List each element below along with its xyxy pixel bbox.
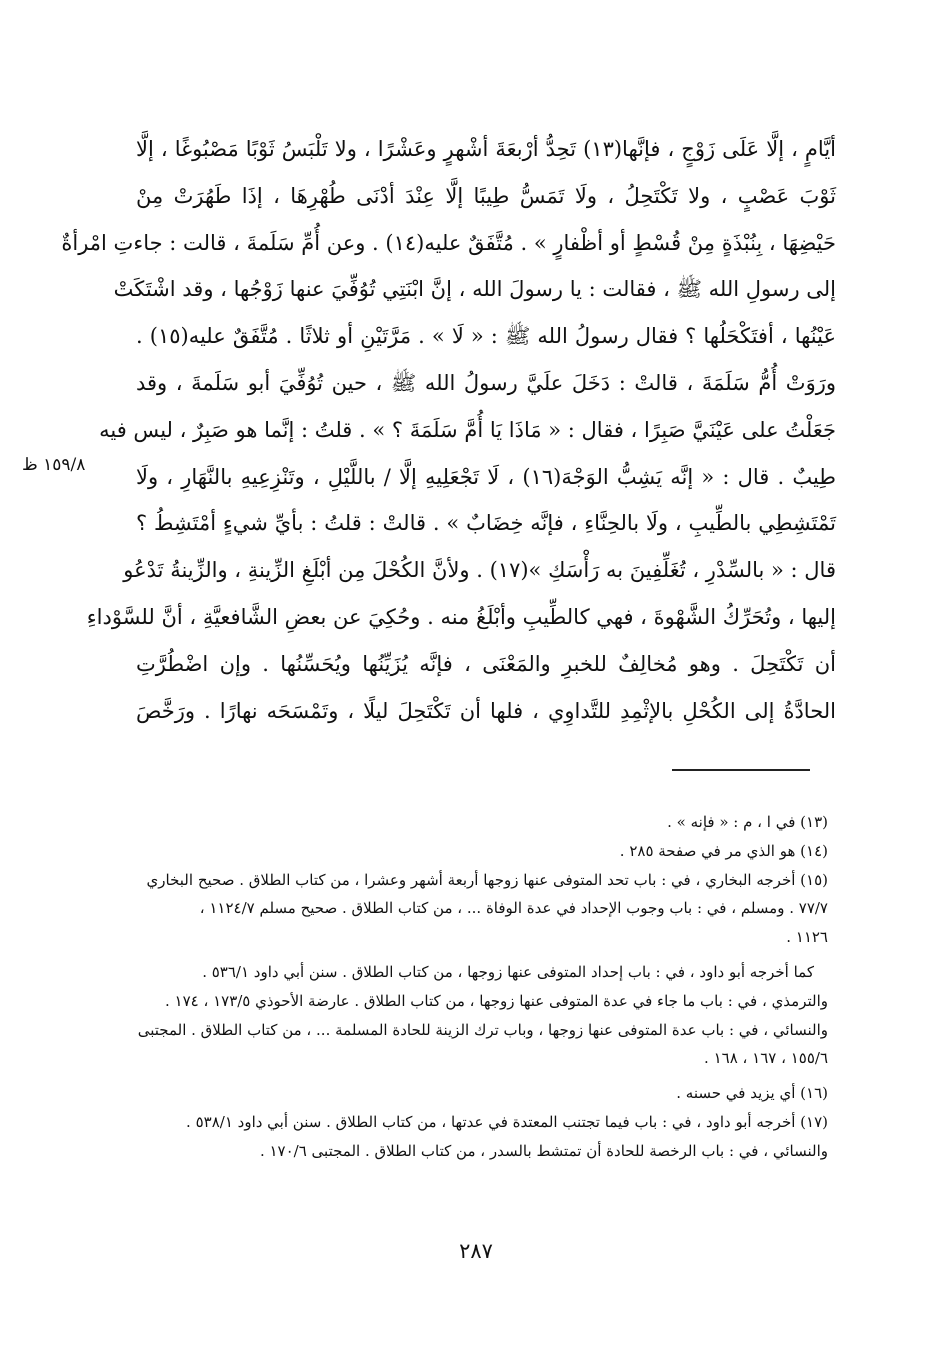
footnote-line: ١٥٥/٦ ، ١٦٧ ، ١٦٨ . xyxy=(704,1049,828,1068)
manuscript-folio-marker: ١٥٩/٨ ظ xyxy=(22,455,86,475)
main-text-body xyxy=(61,126,837,734)
text-line: ورَوَتْ أُمُّ سَلَمَةَ ، قالتْ : دَخَلَ علَيَّ رسولُ الله ﷺ ، حين تُوُفِّيَ أبو سَلَمةَ ، وقد xyxy=(136,370,836,395)
text-line: تَمْتَشِطِي بالطِّيبِ ، ولَا بالحِنَّاءِ ، فإنَّه خِضَابٌ » . قالتْ : قلتُ : بأيِّ شيءٍ أمْتَشِطُ ؟ xyxy=(136,511,836,536)
footnote-line: (١٦) أي يزيد في حسنه . xyxy=(676,1084,828,1103)
text-line: أن تَكْتَحِلَ . وهو مُخالِفٌ للخبرِ والمَعْنَى ، فإنَّه يُزَيِّنُها ويُحَسِّنُها . وإن اضْطُرَّتِ xyxy=(136,651,836,676)
footnote-line: (١٤) هو الذي مر في صفحة ٢٨٥ . xyxy=(619,841,828,860)
footnote-line: والنسائي ، في : باب عدة المتوفى عنها زوجها ، وباب ترك الزينة للحادة المسلمة ... ، من كتاب الطلاق . المجتبى xyxy=(137,1020,828,1039)
footnote-line: كما أخرجه أبو داود ، في : باب إحداد المتوفى عنها زوجها ، من كتاب الطلاق . سنن أبي داود ٥٣٦/١ . xyxy=(202,962,814,981)
footnote-separator xyxy=(672,769,810,771)
footnote-line: (١٣) في ا ، م : « فإنه » . xyxy=(667,813,828,831)
text-line: إلى رسولِ الله ﷺ ، فقالت : يا رسولَ الله ، إنَّ ابْنَتِي تُوُفِّيَ عنها زَوْجُها ، وقد اشْتَكَتْ xyxy=(113,277,836,302)
page-number: ٢٨٧ xyxy=(459,1239,493,1263)
footnote-line: والترمذي ، في : باب ما جاء في عدة المتوفى عنها زوجها ، من كتاب الطلاق . عارضة الأحوذي ١٧٣/٥ ، ١٧٤ . xyxy=(164,991,828,1010)
text-line: قال : « بالسِّدْرِ ، تُغَلِّفِينَ به رَأْسَكِ »(١٧) . ولأنَّ الكُحْلَ مِن أبْلَغِ الزِّينةِ ، والزِّينةُ تَدْعُو xyxy=(123,558,836,583)
footnote-line: (١٧) أخرجه أبو داود ، في : باب فيما تجتنب المعتدة في عدتها ، من كتاب الطلاق . سنن أبي داود ٥٣٨/١ . xyxy=(186,1112,828,1131)
text-line: أيَّامٍ ، إلَّا عَلَى زَوْجٍ ، فإنَّها(١٣) تَحِدُّ أرْبعَةَ أشْهرٍ وعَشْرًا ، ولا تَلْبَسُ ثَوْبًا مَصْبُوغًا ، إلَّا xyxy=(136,137,837,161)
text-line: الحادَّةُ إلى الكُحْلِ بالإثْمِدِ للتَّداوِي ، فلها أن تَكْتَحِلَ ليلًا ، وتَمْسَحَه نهارًا . ورَخَّصَ xyxy=(136,698,836,723)
footnote-line: ٧٧/٧ . ومسلم ، في : باب وجوب الإحداد في عدة الوفاة ... ، من كتاب الطلاق . صحيح مسلم ١١٢٤/٧ ، xyxy=(199,899,828,918)
text-line: عَيْنُها ، أفتَكْحَلُها ؟ فقال رسولُ الله ﷺ : « لَا » . مَرَّتَيْنِ أو ثلاثًا . مُتَّفَقٌ عليه(١٥) . xyxy=(136,324,836,349)
footnotes-section xyxy=(128,808,828,1166)
footnote-line: والنسائي ، في : باب الرخصة للحادة أن تمتشط بالسدر ، من كتاب الطلاق . المجتبى ١٧٠/٦ . xyxy=(259,1141,828,1160)
text-line: حَيْضِهَا ، بِنُبْذَةٍ مِنْ قُسْطٍ أو أظْفارٍ » . مُتَّفَقٌ عليه(١٤) . وعن أُمِّ سَلَمةَ ، قالت : جاءتِ امْرأةٌ xyxy=(61,230,836,255)
text-line: ثَوْبَ عَصْبٍ ، ولا تَكْتَحِلُ ، ولَا تَمَسُّ طِيبًا إلَّا عِنْدَ أدْنَى طُهْرِهَا ، إذَا طَهُرَتْ مِنْ xyxy=(136,183,836,208)
footnote-line: (١٥) أخرجه البخاري ، في : باب تحد المتوفى عنها زوجها أربعة أشهر وعشرا ، من كتاب الطلاق . صحيح البخاري xyxy=(146,870,828,889)
text-line: طِيبٌ . قال : « إنَّه يَشِبُّ الوَجْهَ(١٦) ، لَا تَجْعَلِيهِ إلَّا / باللَّيْلِ ، وتَنْزِعِيهِ بالنَّهَارِ ، ولَا xyxy=(136,464,836,489)
footnote-line: ١١٢٦ . xyxy=(786,928,828,947)
text-line: إليها ، وتُحَرِّكُ الشَّهْوةَ ، فهي كالطِّيبِ وأبْلَغُ منه . وحُكِيَ عن بعضِ الشَّافعيَّةِ ، أنَّ للسَّوْداءِ xyxy=(86,604,836,629)
text-line: جَعَلْتُ على عَيْنَيَّ صَبِرًا ، فقال : « مَاذَا يَا أُمَّ سَلَمَةَ ؟ » . قلتُ : إنَّما هو صَبِرٌ ، ليس فيه xyxy=(99,417,836,442)
